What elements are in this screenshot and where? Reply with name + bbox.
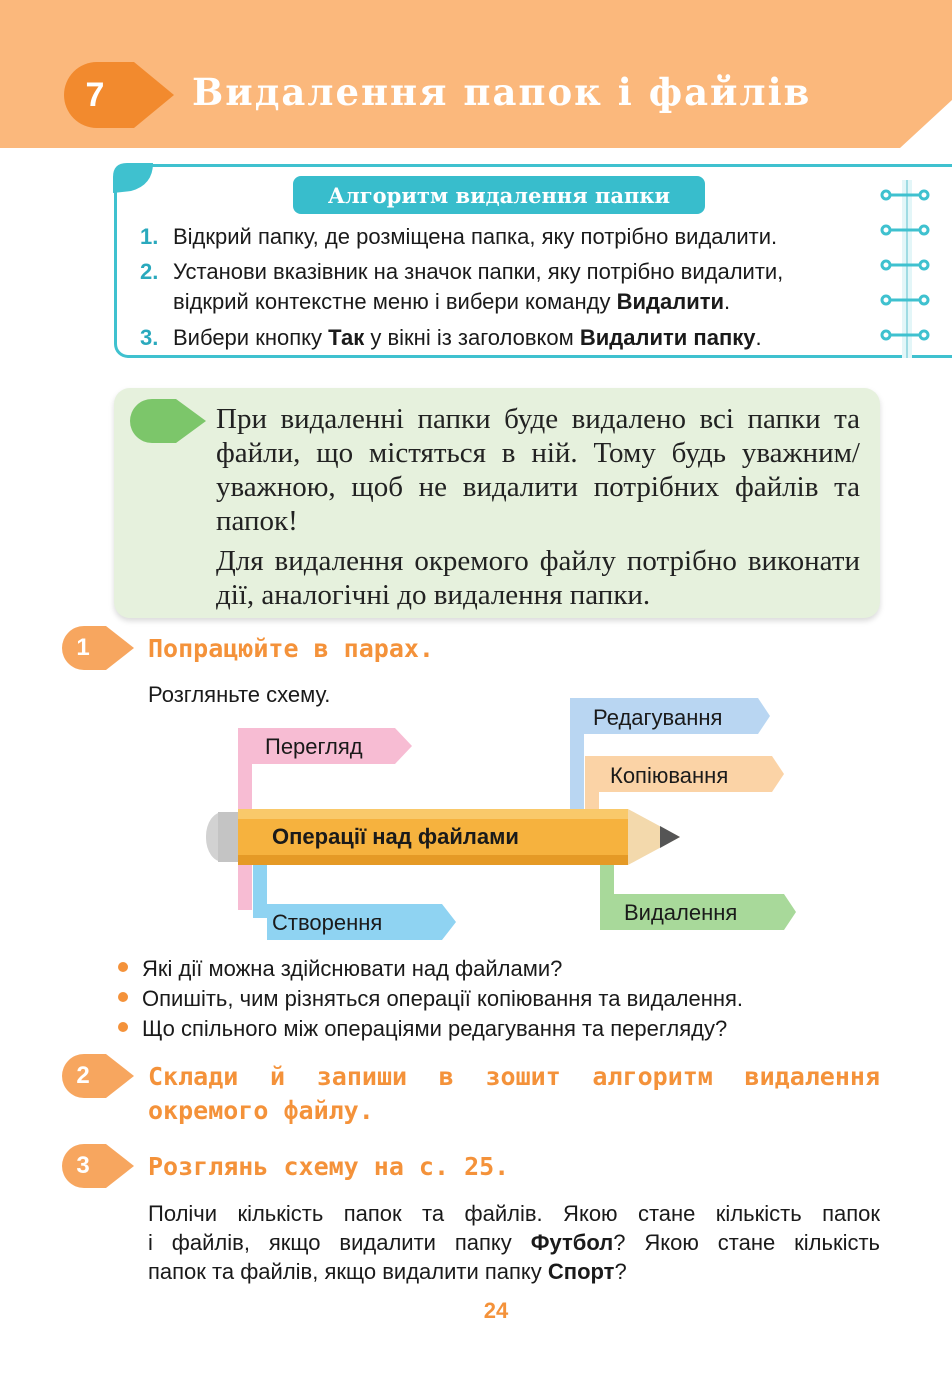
question-text: Які дії можна здійснювати над файлами? bbox=[142, 956, 563, 981]
binder-rings-icon bbox=[880, 180, 952, 358]
lesson-number: 7 bbox=[85, 76, 105, 114]
algorithm-step-3 bbox=[140, 323, 762, 353]
task-1-questions bbox=[118, 954, 743, 1044]
label-copy: Копіювання bbox=[610, 763, 729, 788]
folder-football: Футбол bbox=[530, 1230, 614, 1255]
leaf-icon bbox=[130, 399, 206, 443]
bullet-icon bbox=[118, 992, 128, 1002]
task-3-line-2 bbox=[148, 1228, 880, 1257]
window-title-text: Видалити папку bbox=[579, 325, 756, 350]
task-3-text: папок та файлів, якщо видалити папку bbox=[148, 1259, 548, 1284]
folder-sport: Спорт bbox=[547, 1259, 615, 1284]
bullet-icon bbox=[118, 1022, 128, 1032]
note-paragraph-2: Для видалення окремого файлу потрібно виконати дії, аналогічні до видалення папки. bbox=[216, 545, 860, 611]
task-3-number: 3 bbox=[76, 1152, 90, 1179]
task-2-title-line-1: Склади й запиши в зошит алгоритм видалення bbox=[148, 1062, 880, 1091]
bullet-icon bbox=[118, 962, 128, 972]
label-edit: Редагування bbox=[593, 705, 723, 730]
task-3-line-3 bbox=[148, 1257, 627, 1286]
question-text: Що спільного між операціями редагування та перегляду? bbox=[142, 1016, 728, 1041]
task-3-title: Розглянь схему на с. 25. bbox=[148, 1152, 510, 1181]
task-3-text: ? Якою стане кількість bbox=[613, 1230, 880, 1255]
file-operations-diagram bbox=[180, 690, 810, 950]
note-paragraph-1: При видаленні папки буде видалено всі папки та файли, що містяться в ній. Тому будь уважним/ уважною, щоб не видалити потрібних файлів та папок! bbox=[216, 403, 860, 537]
label-center: Операції над файлами bbox=[272, 824, 519, 849]
task-1-number: 1 bbox=[76, 634, 90, 661]
algorithm-box-corner bbox=[113, 163, 153, 193]
task-3-text: ? bbox=[614, 1259, 627, 1284]
lesson-title: Видалення папок і файлів bbox=[192, 70, 812, 114]
page-number: 24 bbox=[483, 1298, 509, 1323]
question-item bbox=[118, 1014, 743, 1044]
step-text: Вибери кнопку bbox=[173, 325, 329, 350]
question-item bbox=[118, 954, 743, 984]
task-1-intro: Розгляньте схему. bbox=[148, 682, 331, 707]
algorithm-step-1 bbox=[140, 222, 777, 252]
question-text: Опишіть, чим різняться операції копіювання та видалення. bbox=[142, 986, 744, 1011]
task-1-title: Попрацюйте в парах. bbox=[148, 634, 434, 663]
step-text: . bbox=[724, 289, 731, 314]
step-text: Установи вказівник на значок папки, яку потрібно видалити, bbox=[173, 259, 784, 284]
step-text: відкрий контекстне меню і вибери команду bbox=[173, 289, 617, 314]
task-2-title-line-2: окремого файлу. bbox=[148, 1096, 374, 1125]
label-view: Перегляд bbox=[265, 734, 363, 759]
step-text: Відкрий папку, де розміщена папка, яку потрібно видалити. bbox=[173, 224, 778, 249]
label-create: Створення bbox=[272, 910, 383, 935]
step-text: у вікні із заголовком bbox=[364, 325, 580, 350]
step-number: 3. bbox=[140, 325, 159, 350]
step-text: . bbox=[755, 325, 762, 350]
step-number: 1. bbox=[140, 224, 159, 249]
note-text bbox=[216, 402, 860, 618]
button-yes-text: Так bbox=[328, 325, 365, 350]
question-item bbox=[118, 984, 743, 1014]
command-delete: Видалити bbox=[616, 289, 725, 314]
task-3-line-1: Полічи кількість папок та файлів. Якою стане кількість папок bbox=[148, 1201, 880, 1226]
task-3-text: і файлів, якщо видалити папку bbox=[148, 1230, 531, 1255]
task-2-number: 2 bbox=[76, 1062, 90, 1089]
label-delete: Видалення bbox=[624, 900, 738, 925]
algorithm-step-2 bbox=[140, 257, 783, 317]
algorithm-title: Алгоритм видалення папки bbox=[293, 176, 705, 214]
step-number: 2. bbox=[140, 259, 159, 284]
